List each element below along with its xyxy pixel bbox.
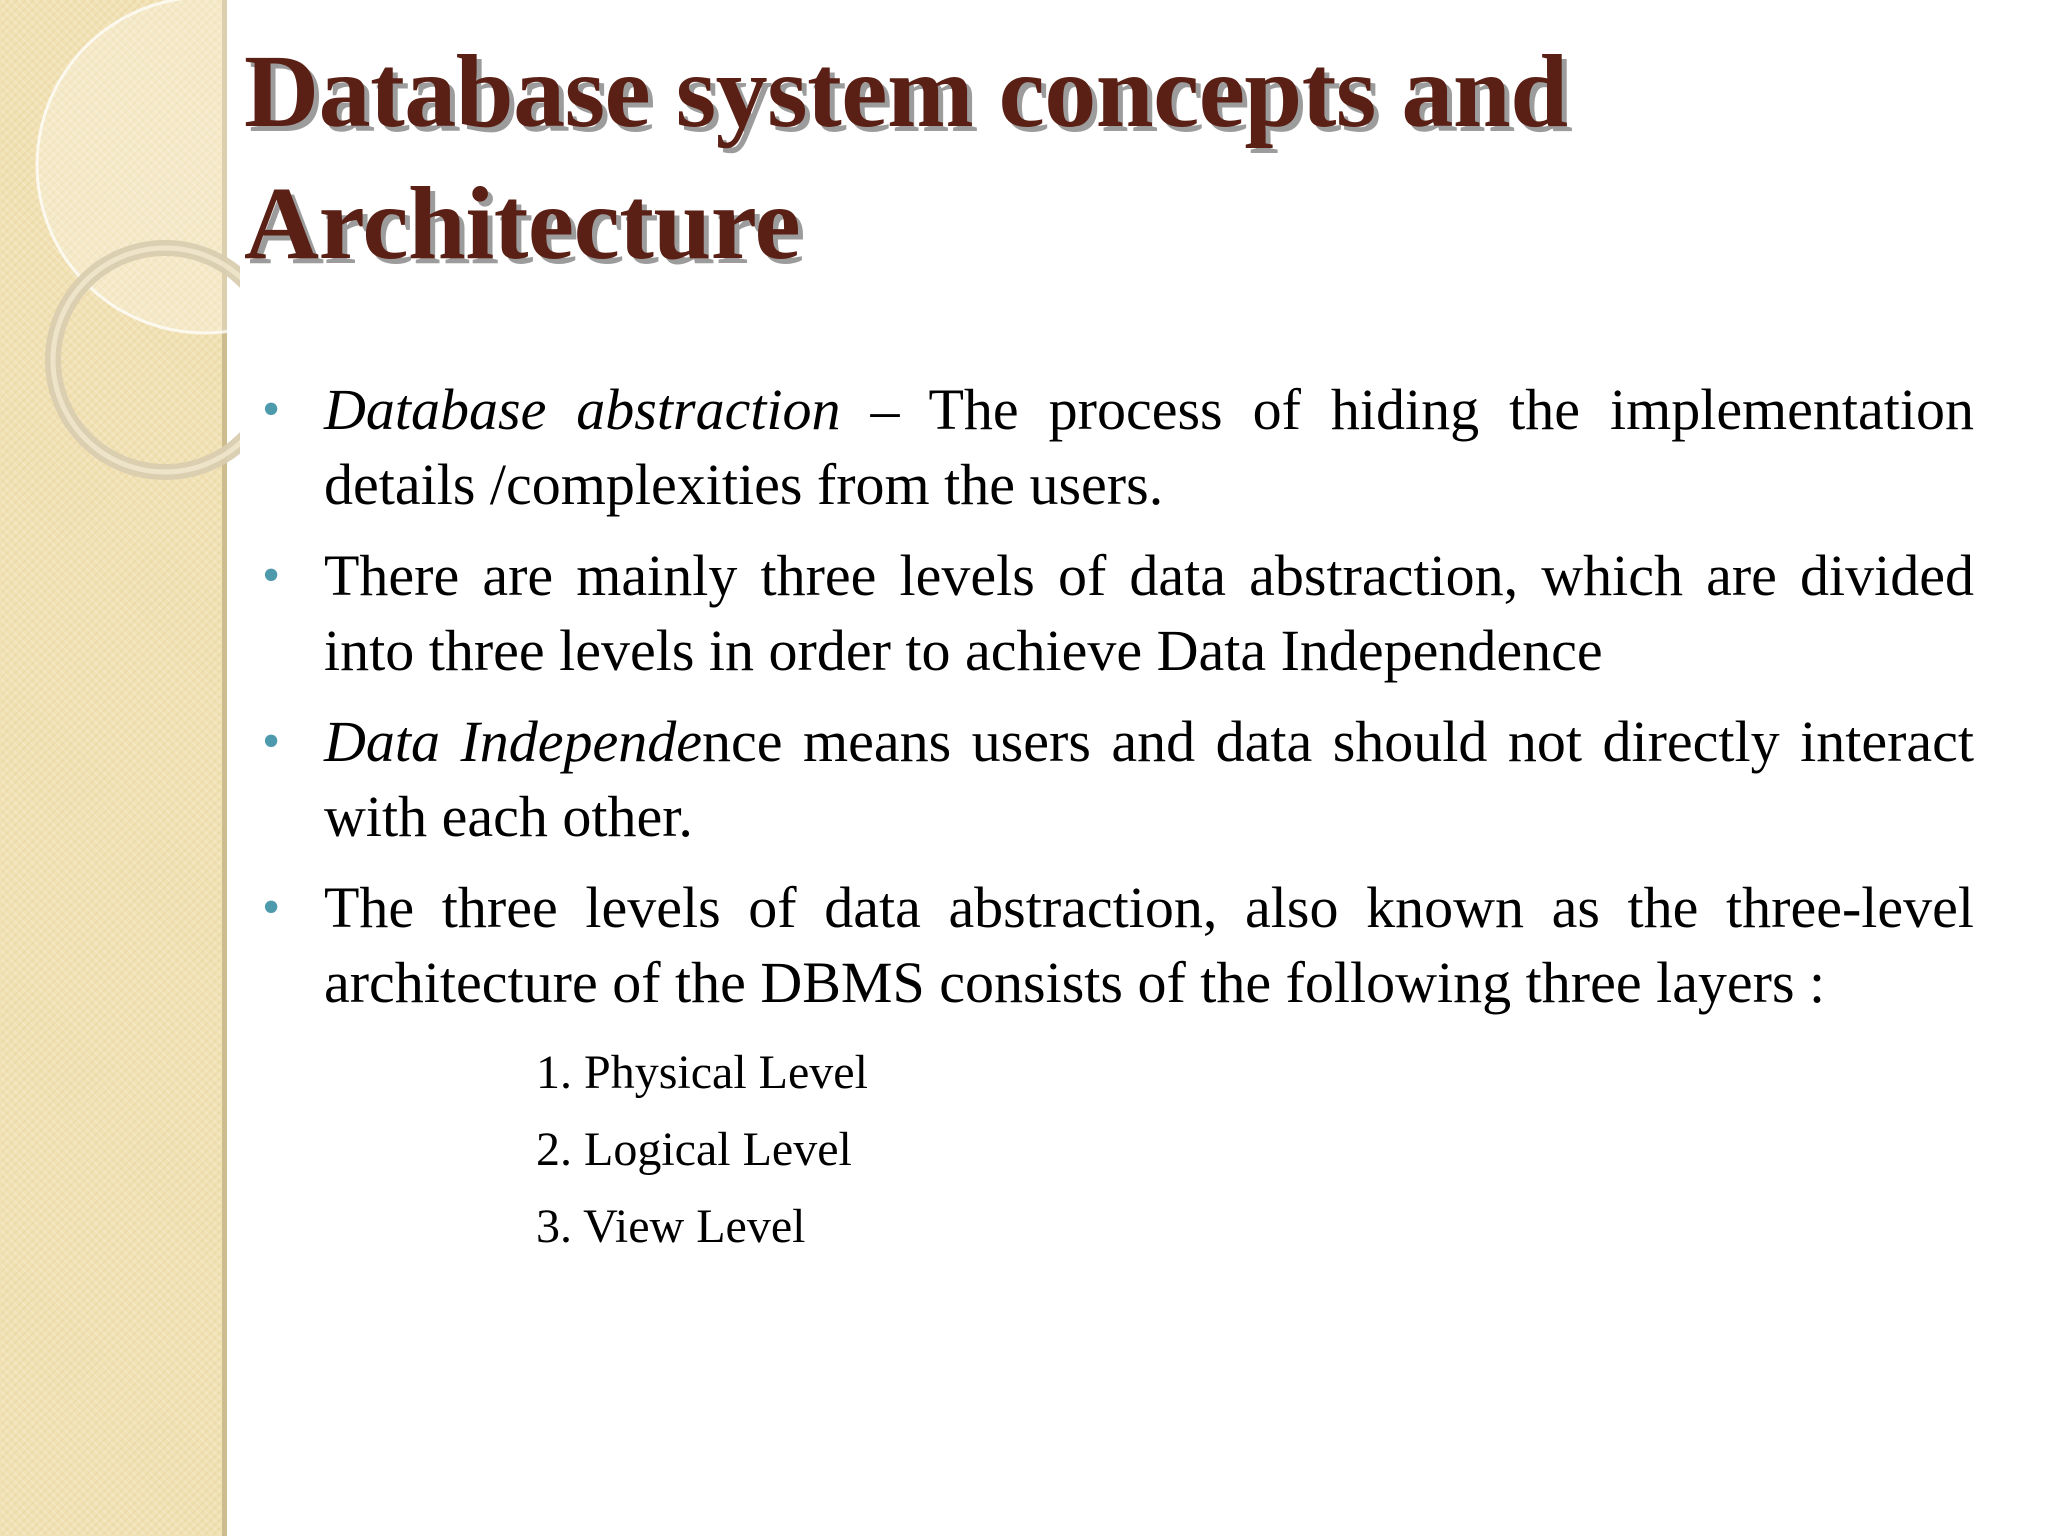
level-item-physical: 1. Physical Level xyxy=(536,1046,868,1099)
bullet-italic-term: Database abstraction xyxy=(324,377,841,442)
title-line-2: Architecture xyxy=(244,166,801,281)
bullet-item xyxy=(262,704,1974,854)
architecture-levels-list xyxy=(536,1034,868,1265)
decorative-circles-graphic xyxy=(0,0,240,520)
bullet-item xyxy=(262,538,1974,688)
bullet-dot-icon: • xyxy=(262,381,281,438)
bullet-dot-icon: • xyxy=(262,713,281,770)
bullet-italic-term: Data Independe xyxy=(324,709,703,774)
slide-title xyxy=(244,26,2024,290)
bullet-dot-icon: • xyxy=(262,879,281,936)
bullet-text: nce means users and data should not directly interact with each other. xyxy=(324,709,1974,849)
bullet-text: There are mainly three levels of data abstraction, which are divided into three levels in order to achieve Data Independence xyxy=(324,543,1974,683)
title-line-1: Database system concepts and xyxy=(244,34,1568,149)
bullet-dot-icon: • xyxy=(262,547,281,604)
bullet-item xyxy=(262,870,1974,1020)
bullet-text: The three levels of data abstraction, also known as the three-level architecture of the DBMS consists of the following three layers : xyxy=(324,875,1974,1015)
bullet-list xyxy=(262,372,1974,1036)
level-item-logical: 2. Logical Level xyxy=(536,1123,852,1176)
bullet-item xyxy=(262,372,1974,522)
bullet-text: – The process of hiding the implementation details /complexities from the users. xyxy=(324,377,1975,517)
level-item-view: 3. View Level xyxy=(536,1200,806,1253)
